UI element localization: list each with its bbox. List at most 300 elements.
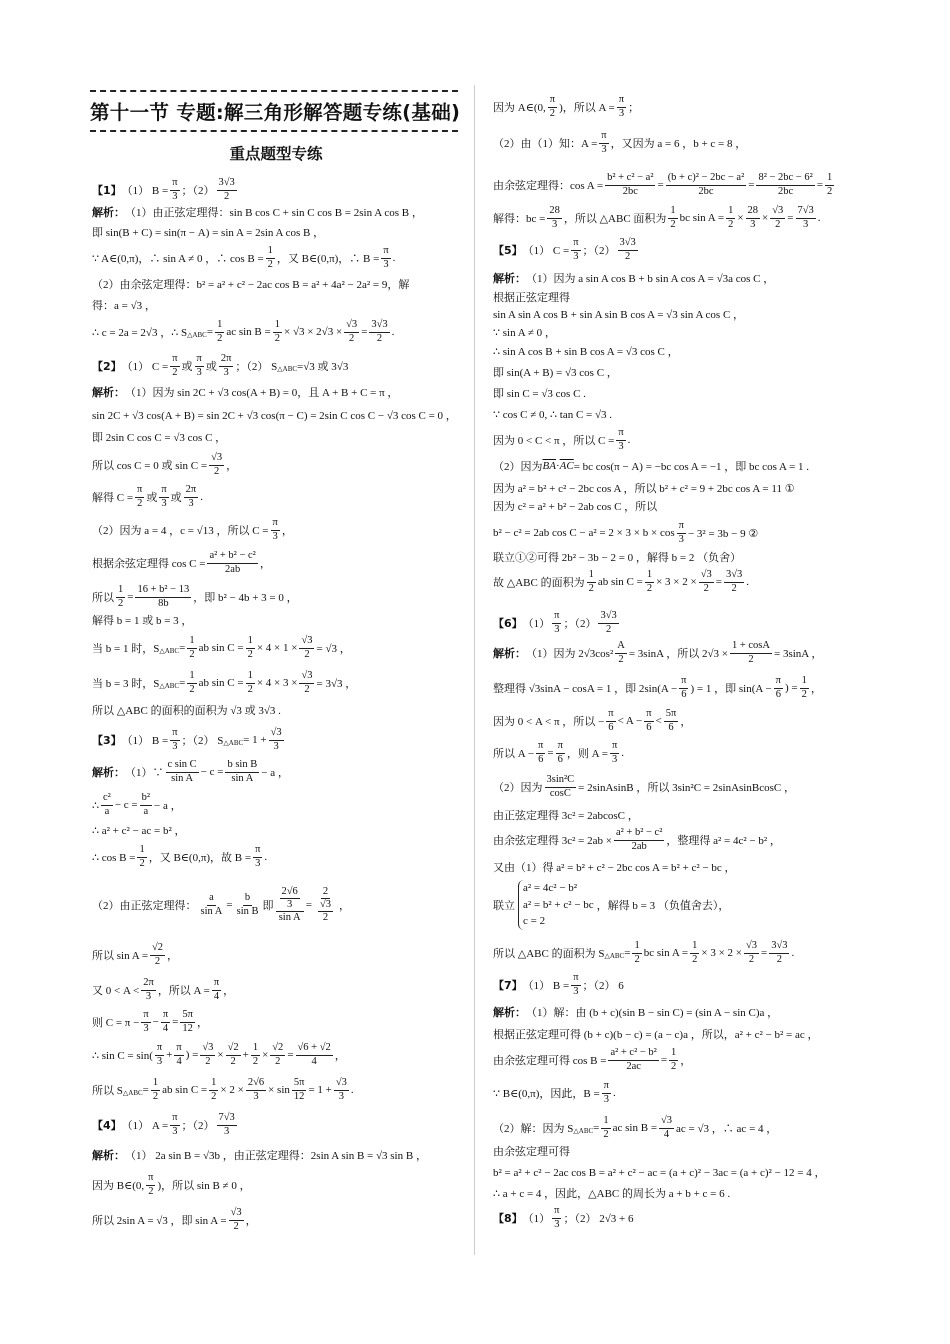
math-text: × — [262, 1049, 269, 1061]
top-dashed-rule — [90, 90, 458, 92]
vector: $\overline{AC}$ — [559, 460, 574, 472]
fraction-numerator: π — [170, 1112, 179, 1125]
fraction — [800, 675, 809, 700]
fraction-numerator: a² + c² − b² — [608, 1047, 658, 1060]
fraction-denominator: 3 — [554, 1218, 560, 1230]
fraction-denominator: 2 — [646, 582, 653, 594]
solution-line-content — [493, 130, 746, 155]
fraction — [101, 792, 113, 817]
math-text: 所以 △ABC 的面积的面积为 √3 或 3√3 . — [92, 705, 281, 717]
fraction-denominator: sin A — [171, 772, 194, 784]
math-text: . — [627, 434, 631, 446]
math-text: ，则 A = — [566, 748, 608, 760]
math-text: （2）解：因为 S — [493, 1123, 574, 1135]
math-text: 联立 — [493, 900, 515, 912]
math-text: . — [621, 747, 624, 759]
fraction-denominator: 8b — [158, 597, 169, 609]
fraction — [159, 484, 168, 509]
fraction — [610, 740, 619, 765]
fraction-denominator: 2 — [139, 857, 145, 869]
subscript: △ABC — [223, 739, 244, 747]
vector: $\overline{BA}$ — [542, 460, 556, 472]
solution-line-content — [493, 1080, 616, 1105]
fraction — [381, 245, 390, 270]
fraction — [137, 844, 146, 869]
math-text: × 3 × 2 × — [656, 576, 697, 588]
solution-line-content — [493, 1115, 777, 1140]
fraction-denominator: 4 — [213, 990, 220, 1002]
math-text: . — [746, 576, 749, 588]
math-text: ) = 1 ，即 sin(A − — [690, 683, 772, 695]
fraction-denominator: 3 — [188, 497, 194, 509]
fraction — [614, 827, 664, 852]
solution-line-content — [493, 408, 612, 421]
fraction-numerator: 1 — [151, 1077, 160, 1090]
fraction — [180, 1009, 195, 1034]
fraction-denominator: 3 — [273, 740, 279, 752]
fraction-denominator: 2 — [376, 332, 383, 344]
fraction-denominator: 3 — [551, 218, 558, 230]
question-number: 【7】 — [493, 979, 523, 992]
math-text: ∴ c = 2a = 2√3 ，∴ S — [92, 327, 188, 339]
math-text: （2）由余弦定理得：b² = a² + c² − 2ac cos B = a² + 4a² − 2a² = 9，解 — [92, 279, 410, 291]
fraction-numerator: π — [271, 517, 280, 530]
column-divider — [474, 85, 475, 1255]
fraction — [664, 708, 679, 733]
math-text: )，所以 sin B ≠ 0 ， — [157, 1180, 251, 1192]
math-text: ， — [223, 985, 235, 997]
fraction-numerator: π — [212, 977, 221, 990]
math-text: 由余弦定理可得 — [493, 1146, 570, 1158]
fraction — [369, 319, 389, 344]
subscript: △ABC — [277, 365, 298, 373]
fraction-numerator: 1 — [273, 319, 282, 332]
solution-line-content — [493, 940, 794, 965]
fraction-denominator: 2bc — [698, 185, 714, 197]
solution-line-content — [92, 550, 271, 575]
fraction-numerator: 1 — [800, 675, 809, 688]
question-number: 【8】 — [493, 1212, 523, 1225]
analysis-label: 解析： — [493, 1006, 526, 1019]
fraction-numerator: π — [161, 1009, 170, 1022]
fraction — [199, 892, 225, 917]
fraction — [166, 759, 199, 784]
solution-line-content — [493, 827, 781, 852]
math-text: ，解得 b = 3 （负值舍去）， — [596, 900, 730, 912]
fraction — [608, 1047, 658, 1072]
fraction-numerator: 1 — [726, 205, 735, 218]
fraction — [219, 353, 234, 378]
fraction — [140, 792, 152, 817]
fraction-numerator: a² + b² − c² — [614, 827, 664, 840]
math-text: ， — [810, 683, 822, 695]
math-text: （1） C = — [121, 361, 169, 373]
fraction-denominator: 3 — [196, 366, 202, 378]
fraction — [545, 774, 577, 799]
math-text: . — [391, 326, 395, 338]
fraction-numerator: π — [536, 740, 545, 753]
math-text: ab sin C = — [162, 1084, 208, 1096]
math-text: = — [657, 179, 664, 191]
fraction-denominator: 3 — [287, 898, 293, 910]
fraction-numerator: a² + b² − c² — [207, 550, 257, 563]
fraction-numerator: π — [135, 484, 144, 497]
system-row: c = 2 — [523, 915, 546, 928]
math-text: = — [179, 677, 186, 689]
fraction-denominator: 3 — [145, 990, 152, 1002]
fraction — [299, 635, 314, 660]
math-text: 所以 △ABC 的面积为 S — [493, 948, 605, 960]
fraction-numerator: 1 — [246, 635, 255, 648]
math-text: （2）因为 — [493, 782, 543, 794]
fraction — [602, 1080, 611, 1105]
fraction-denominator: 2 — [775, 218, 781, 230]
fraction-denominator: 2 — [118, 597, 124, 609]
analysis-label: 解析： — [92, 386, 125, 399]
solution-line-content — [92, 297, 156, 313]
fraction-denominator: 2 — [211, 1090, 217, 1102]
fraction-denominator: 6 — [646, 721, 652, 733]
math-text: ∴ cos B = — [92, 851, 136, 864]
fraction-denominator: 2 — [349, 332, 355, 344]
fraction — [726, 205, 735, 230]
math-text: ；（2） — [582, 245, 616, 257]
fraction-denominator: 6 — [775, 688, 781, 700]
fraction-numerator: a — [207, 892, 216, 905]
fraction — [616, 427, 625, 452]
fraction-denominator: 2 — [137, 497, 143, 509]
fraction — [271, 517, 280, 542]
math-text: × sin — [268, 1084, 290, 1096]
math-text: 即 sin(B + C) = sin(π − A) = sin A = 2sin A cos B ， — [92, 227, 325, 239]
fraction — [273, 319, 282, 344]
fraction-denominator: 3 — [172, 190, 178, 202]
math-text: ，又因为 a = 6 ，b + c = 8 ， — [610, 138, 747, 150]
math-text: 解得 C = — [92, 492, 134, 504]
fraction-numerator: 2 — [321, 886, 330, 899]
math-text: 即 2sin C cos C = √3 cos C ， — [92, 432, 227, 444]
fraction-numerator: 1 — [587, 569, 596, 582]
fraction-numerator: π — [602, 1080, 611, 1093]
math-text: 或 — [146, 492, 158, 504]
math-text: ；（2） — [563, 618, 597, 630]
solution-line-content — [92, 1009, 208, 1034]
math-text: 所以 2sin A = √3 ，即 sin A = — [92, 1215, 227, 1227]
math-text: （2）由正弦定理得： — [92, 900, 197, 912]
fraction — [556, 740, 565, 765]
solution-line-content — [92, 452, 237, 477]
fraction — [774, 675, 783, 700]
math-text: = — [142, 1084, 149, 1096]
math-text: × — [217, 1049, 224, 1061]
fraction — [314, 886, 337, 924]
fraction — [756, 172, 814, 197]
question-number: 【2】 — [92, 360, 122, 373]
fraction-denominator: 2 — [801, 688, 807, 700]
fraction-numerator: π — [774, 675, 783, 688]
math-text: 又由（1）得 a² = b² + c² − 2bc cos A = b² + c² − bc ， — [493, 862, 736, 874]
fraction-numerator: 3sin²C — [545, 774, 577, 787]
fraction-denominator: 2 — [230, 1055, 236, 1067]
solution-line-content — [92, 1042, 346, 1067]
fraction-denominator: 2 — [634, 953, 640, 965]
math-text: 或 — [181, 361, 193, 373]
math-text: 由余弦定理可得 cos B = — [493, 1055, 607, 1067]
fraction — [669, 1047, 678, 1072]
fraction-numerator: √3 — [744, 940, 759, 953]
fraction-denominator: 3 — [573, 250, 579, 262]
fraction-numerator: 5π — [180, 1009, 195, 1022]
solution-line-content — [493, 1004, 778, 1020]
question-number: 【5】 — [493, 244, 523, 257]
fraction — [724, 569, 744, 594]
fraction — [174, 1042, 183, 1067]
fraction — [690, 940, 699, 965]
solution-line-content — [92, 727, 286, 752]
fraction-denominator: sin B — [236, 905, 259, 917]
fraction-numerator: π — [616, 427, 625, 440]
solution-line-content — [493, 1026, 819, 1042]
math-text: 因为 A∈(0, — [493, 102, 546, 114]
fraction-denominator: 2 — [224, 190, 230, 202]
fraction-denominator: 6 — [668, 721, 674, 733]
fraction-numerator: 1 — [690, 940, 699, 953]
solution-line-content — [92, 384, 398, 400]
solution-line-content — [92, 670, 356, 695]
math-text: = bc cos(π − A) = −bc cos A = −1 ，即 bc cos A = 1 . — [573, 461, 810, 473]
math-text: ， — [281, 525, 293, 537]
math-text: （1）∵ — [125, 767, 164, 779]
fraction-numerator: π — [253, 844, 262, 857]
math-text: + — [242, 1049, 249, 1061]
fraction-numerator: π — [170, 177, 179, 190]
fraction — [344, 319, 359, 344]
solution-line-content — [92, 612, 192, 628]
math-text: b² = a² + c² − 2ac cos B = a² + c² − ac = (a + c)² − 3ac = (a + c)² − 12 = 4 ， — [493, 1167, 826, 1179]
fraction — [135, 484, 144, 509]
fraction — [744, 940, 759, 965]
math-text: 或 — [170, 492, 182, 504]
fraction-denominator: 2 — [233, 1220, 239, 1232]
math-text: （1） B = — [522, 980, 570, 992]
fraction — [299, 670, 314, 695]
fraction — [571, 237, 580, 262]
fraction-denominator: 2 — [154, 955, 161, 967]
fraction — [184, 484, 199, 509]
fraction — [270, 1042, 285, 1067]
math-text: ac = √3 ，∴ ac = 4 ， — [676, 1123, 778, 1135]
fraction-denominator: 6 — [538, 753, 544, 765]
fraction-numerator: 1 — [668, 205, 677, 218]
fraction-numerator: √2 — [226, 1042, 241, 1055]
math-text: ；（2） 2√3 + 6 — [563, 1213, 634, 1225]
fraction-denominator: 3 — [253, 1090, 259, 1102]
fraction — [150, 942, 165, 967]
math-text: 即 sin(A + B) = √3 cos C ， — [493, 367, 618, 379]
math-text: ∴ sin A cos B + sin B cos A = √3 cos C ， — [493, 346, 679, 358]
fraction-numerator: 1 — [187, 670, 196, 683]
math-text: − — [152, 1016, 159, 1028]
math-text: ∵ sin A ≠ 0 ， — [493, 327, 556, 339]
fraction-numerator: 2π — [219, 353, 234, 366]
math-text: ，整理得 a² = 4c² − b² ， — [666, 835, 781, 847]
math-text: 即 sin C = √3 cos C . — [493, 388, 586, 400]
analysis-label: 解析： — [92, 766, 125, 779]
solution-line-content — [493, 520, 758, 545]
fraction-denominator: 2 — [549, 107, 556, 119]
solution-line-content — [493, 343, 679, 359]
math-text: （1） A = — [121, 1120, 169, 1132]
fraction-numerator: π — [170, 353, 179, 366]
solution-line-content — [493, 237, 640, 262]
fraction — [276, 886, 304, 924]
fraction — [209, 452, 224, 477]
fraction-denominator: 2 — [172, 366, 178, 378]
fraction-numerator: √3 — [659, 1115, 674, 1128]
fraction-denominator: 4 — [162, 1022, 169, 1034]
fraction — [296, 1042, 333, 1067]
subscript: △ABC — [573, 1127, 594, 1135]
fraction — [170, 727, 179, 752]
math-text: ∵ cos C ≠ 0, ∴ tan C = √3 . — [493, 408, 613, 421]
math-text: . — [392, 252, 396, 264]
fraction-numerator: 3√3 — [724, 569, 744, 582]
solution-line-content — [92, 822, 186, 838]
math-text: . — [264, 851, 268, 863]
math-text: ， — [196, 1017, 208, 1029]
fraction-denominator: 2 — [826, 185, 833, 197]
fraction-numerator: 1 — [669, 1047, 678, 1060]
math-text: ∴ sin C = sin( — [92, 1049, 153, 1062]
fraction-denominator: 2 — [267, 258, 273, 270]
solution-line-content — [493, 774, 795, 799]
math-text: sin 2C + √3 cos(A + B) = sin 2C + √3 cos(π − C) = 2sin C cos C − √3 cos C = 0 ， — [92, 410, 457, 422]
fraction — [615, 640, 627, 665]
solution-line-content — [493, 458, 809, 474]
math-text: 解得：bc = — [493, 213, 546, 225]
fraction-denominator: 2 — [217, 332, 223, 344]
fraction — [677, 520, 686, 545]
fraction-denominator: 3 — [224, 1125, 230, 1137]
question-number: 【1】 — [92, 184, 122, 197]
math-text: = — [593, 1122, 600, 1134]
math-text: . — [817, 212, 821, 224]
math-text: = — [206, 326, 214, 338]
fraction-denominator: 2ac — [626, 1060, 641, 1072]
fraction — [215, 319, 224, 344]
fraction-denominator: 12 — [182, 1022, 193, 1034]
fraction-numerator: 1 + cosA — [730, 640, 772, 653]
fraction-numerator: 7√3 — [217, 1112, 237, 1125]
fraction-numerator: π — [571, 237, 580, 250]
solution-line-content — [92, 484, 203, 509]
math-text: · — [555, 460, 560, 472]
fraction — [155, 1042, 164, 1067]
solution-line-content — [92, 1207, 257, 1232]
fraction-numerator: π — [174, 1042, 183, 1055]
math-text: . — [350, 1084, 354, 1096]
fraction-numerator: 1 — [116, 584, 125, 597]
solution-line-content — [493, 1185, 730, 1201]
fraction-denominator: 3 — [803, 218, 809, 230]
fraction-denominator: 2 — [731, 582, 737, 594]
math-text: 联立①②可得 2b² − 3b − 2 = 0 ，解得 b = 2 （负舍） — [493, 552, 742, 564]
math-text: 因为 0 < C < π ，所以 C = — [493, 435, 615, 447]
subscript: △ABC — [159, 682, 180, 690]
fraction-denominator: 4 — [176, 1055, 182, 1067]
fraction-numerator: b — [243, 892, 252, 905]
solution-line-content — [493, 306, 744, 322]
fraction-denominator: 3 — [338, 1090, 344, 1102]
math-text: ，所以 A = — [157, 985, 210, 997]
math-text: 因为 0 < A < π ，所以 − — [493, 716, 605, 728]
math-text: （1） — [522, 1213, 551, 1225]
fraction — [587, 569, 596, 594]
fraction-numerator: 3√3 — [769, 940, 789, 953]
fraction-denominator: 2 — [748, 653, 754, 665]
subscript: △ABC — [604, 952, 625, 960]
fraction-denominator: 4 — [311, 1055, 317, 1067]
fraction — [246, 635, 255, 660]
solution-line-content — [493, 640, 822, 665]
fraction — [552, 1205, 561, 1230]
math-text: ∴ a + c = 4 ，因此，△ABC 的周长为 a + b + c = 6 . — [493, 1188, 731, 1200]
section-subtitle: 重点题型专练 — [229, 145, 323, 163]
fraction-numerator: √3 — [299, 635, 314, 648]
math-text: ， — [680, 716, 692, 728]
fraction — [229, 1207, 244, 1232]
math-text: ac sin B = — [226, 326, 271, 338]
math-text: − 3² = 3b − 9 ② — [687, 527, 759, 540]
fraction-numerator: √3 — [770, 205, 785, 218]
math-text: ， — [339, 900, 350, 912]
fraction-numerator: π — [617, 94, 626, 107]
math-text: ，所以 △ABC 面积为 — [563, 213, 667, 225]
fraction — [246, 670, 255, 695]
fraction-numerator: 28 — [547, 205, 562, 218]
analysis-label: 解析： — [493, 272, 526, 285]
math-text: = — [226, 899, 233, 911]
math-text: bc sin A = — [679, 212, 725, 224]
fraction — [235, 892, 261, 917]
math-text: × 4 × 1 × — [256, 642, 298, 654]
fraction-numerator: 1 — [187, 635, 196, 648]
math-text: 因为 B∈(0, — [92, 1180, 145, 1192]
solution-line-content — [92, 792, 182, 817]
solution-line-content — [92, 1112, 239, 1137]
fraction-denominator: 2 — [776, 953, 782, 965]
fraction-numerator: π — [644, 708, 653, 721]
fraction-denominator: sin A — [278, 912, 301, 924]
fraction — [207, 550, 257, 575]
math-text: ；（2） — [181, 1120, 215, 1132]
math-text: ，又 B∈(0,π)，故 B = — [148, 852, 252, 864]
solution-line-content — [92, 635, 351, 660]
math-text: = 1 + — [243, 734, 267, 746]
fraction-denominator: 2 — [618, 653, 624, 665]
solution-line-content — [493, 740, 624, 765]
fraction-denominator: 3 — [383, 258, 389, 270]
fraction-numerator: 1 — [601, 1115, 610, 1128]
fraction-numerator: √3 — [299, 670, 314, 683]
math-text: = 3√3 ， — [316, 678, 357, 690]
fraction — [212, 977, 221, 1002]
math-text: = — [816, 179, 823, 191]
fraction-numerator: 16 + b² − 13 — [135, 584, 191, 597]
fraction-denominator: 2 — [275, 1055, 281, 1067]
fraction-denominator: 2 — [304, 648, 310, 660]
math-text: = 2sinAsinB ，所以 3sin²C = 2sinAsinBcosC ， — [578, 782, 795, 794]
